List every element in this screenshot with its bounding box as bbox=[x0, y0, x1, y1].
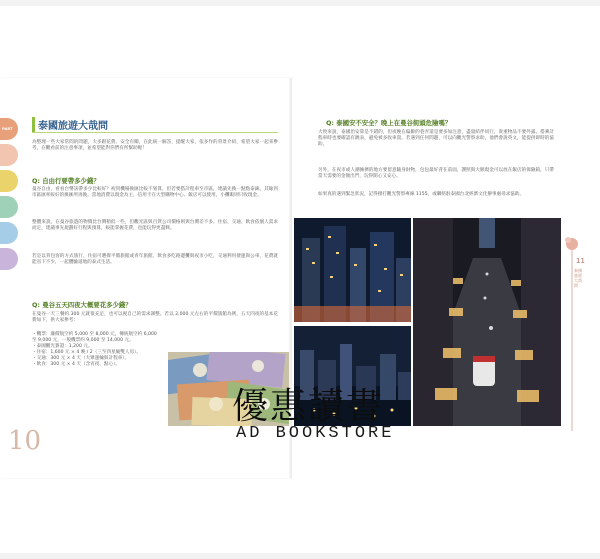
answer-paragraph: 整體來說，在曼谷旅遊的物價比台灣稍低一些，但觀光區與百貨公司價格則與台灣差不多。住宿、交通、飲食依個人需求而定，建議事先規劃好行程與預算，較能掌握花費，也能玩得更盡興。 bbox=[32, 220, 278, 232]
heading-rule bbox=[32, 132, 278, 133]
answer-paragraph: 另外，在夜市或人潮擁擠的地方要留意隨身財物，包包最好背在前面，護照與大額現金可以放在飯店的保險箱，只帶當天需要的金額出門，玩得開心又安心。 bbox=[318, 168, 554, 180]
night-city-photo bbox=[294, 218, 411, 322]
list-item: ・交通：300 元 × 4 天（大眾運輸與計程車）。 bbox=[32, 356, 130, 362]
night-city-image bbox=[294, 218, 411, 322]
scan-edge bbox=[0, 0, 600, 6]
answer-paragraph: 曼谷自由，看看台幣該帶多少比較好？初到機場換匯比較不划算，但若要搭計程車至市區，建議先換一點點泰銖，其餘到市區匯率較好的換匯所再換。當地消費以現金為主，信用卡在大型購物中心、飯店可以使用，小攤販則只收現金。 bbox=[32, 187, 278, 199]
answer-paragraph: 如果真的遇到緊急狀況，記得撥打觀光警察專線 1155，或聯絡駐泰國台北經濟文化辦事處尋求協助。 bbox=[318, 192, 525, 197]
intro-paragraph: 為整理一些大家常問的問題，大多跟花費、安全有關，在此統一解答，提醒大家，依多作的背景介紹，希望大家一起來參考，在觀看前的注意事項，並希望能對你們有所幫助喔！ bbox=[32, 140, 278, 152]
list-item: ・泰國觀光簽證：1,200 元。 bbox=[32, 344, 93, 350]
scan-edge bbox=[0, 553, 600, 559]
watermark-logo: 優惠讀書 bbox=[232, 386, 385, 427]
list-item: ・機票：廉價航空約 5,000 至 8,000 元，傳統航空約 6,000 至 9,000 元，一般機票約 9,000 至 14,000 元。 bbox=[32, 332, 157, 344]
page-number-left: 10 bbox=[8, 426, 42, 456]
list-item: ・飲食：300 元 × 4 天（含宵夜、點心）。 bbox=[32, 362, 120, 368]
question-title: Q: 自由行要帶多少錢？ bbox=[32, 177, 100, 185]
question-title: Q: 曼谷五天四夜大概要花多少錢？ bbox=[32, 301, 132, 309]
list-item: ・住宿：1,600 元 × 4 晚 / 2（三至四星級雙人房）。 bbox=[32, 350, 141, 356]
question-title: Q: 泰國安不安全？晚上在曼谷街頭危險嗎？ bbox=[326, 119, 452, 127]
section-heading: 泰國旅遊大哉問 bbox=[32, 117, 108, 132]
cost-list bbox=[32, 332, 162, 369]
page-number-right: 11 bbox=[576, 257, 585, 265]
night-market-image bbox=[413, 218, 561, 426]
tab-label: PART bbox=[2, 126, 13, 131]
answer-paragraph: 若是以背包客的方式旅行，住宿可選擇平價旅館或青年旅館，飲食多吃路邊攤與夜市小吃，交通利用捷運與公車，花費就能省下不少，一起體驗道地的泰式生活。 bbox=[32, 254, 278, 266]
answer-paragraph: 大致來說，泰國治安算是不錯的，但夜晚在偏僻的巷弄還是要多加注意，盡量結伴同行，貴重物品不要外露，搭乘計程車時也要確認有跳表，避免被多收車資。若遇到任何問題，可以向觀光警察求助，他們會說英文，能提供即時的協助。 bbox=[318, 130, 554, 148]
night-market-photo bbox=[413, 218, 561, 426]
watermark-store-name: AD BOOKSTORE bbox=[236, 424, 395, 443]
side-running-title: 泰國旅遊大哉問 bbox=[574, 268, 582, 288]
answer-paragraph: 在曼谷一天三餐約 300 元就很充足，也可以視自己的需求調整。若以 2,000 元左右的平價旅館為例，五天四夜的基本花費如下，供大家參考： bbox=[32, 312, 278, 324]
